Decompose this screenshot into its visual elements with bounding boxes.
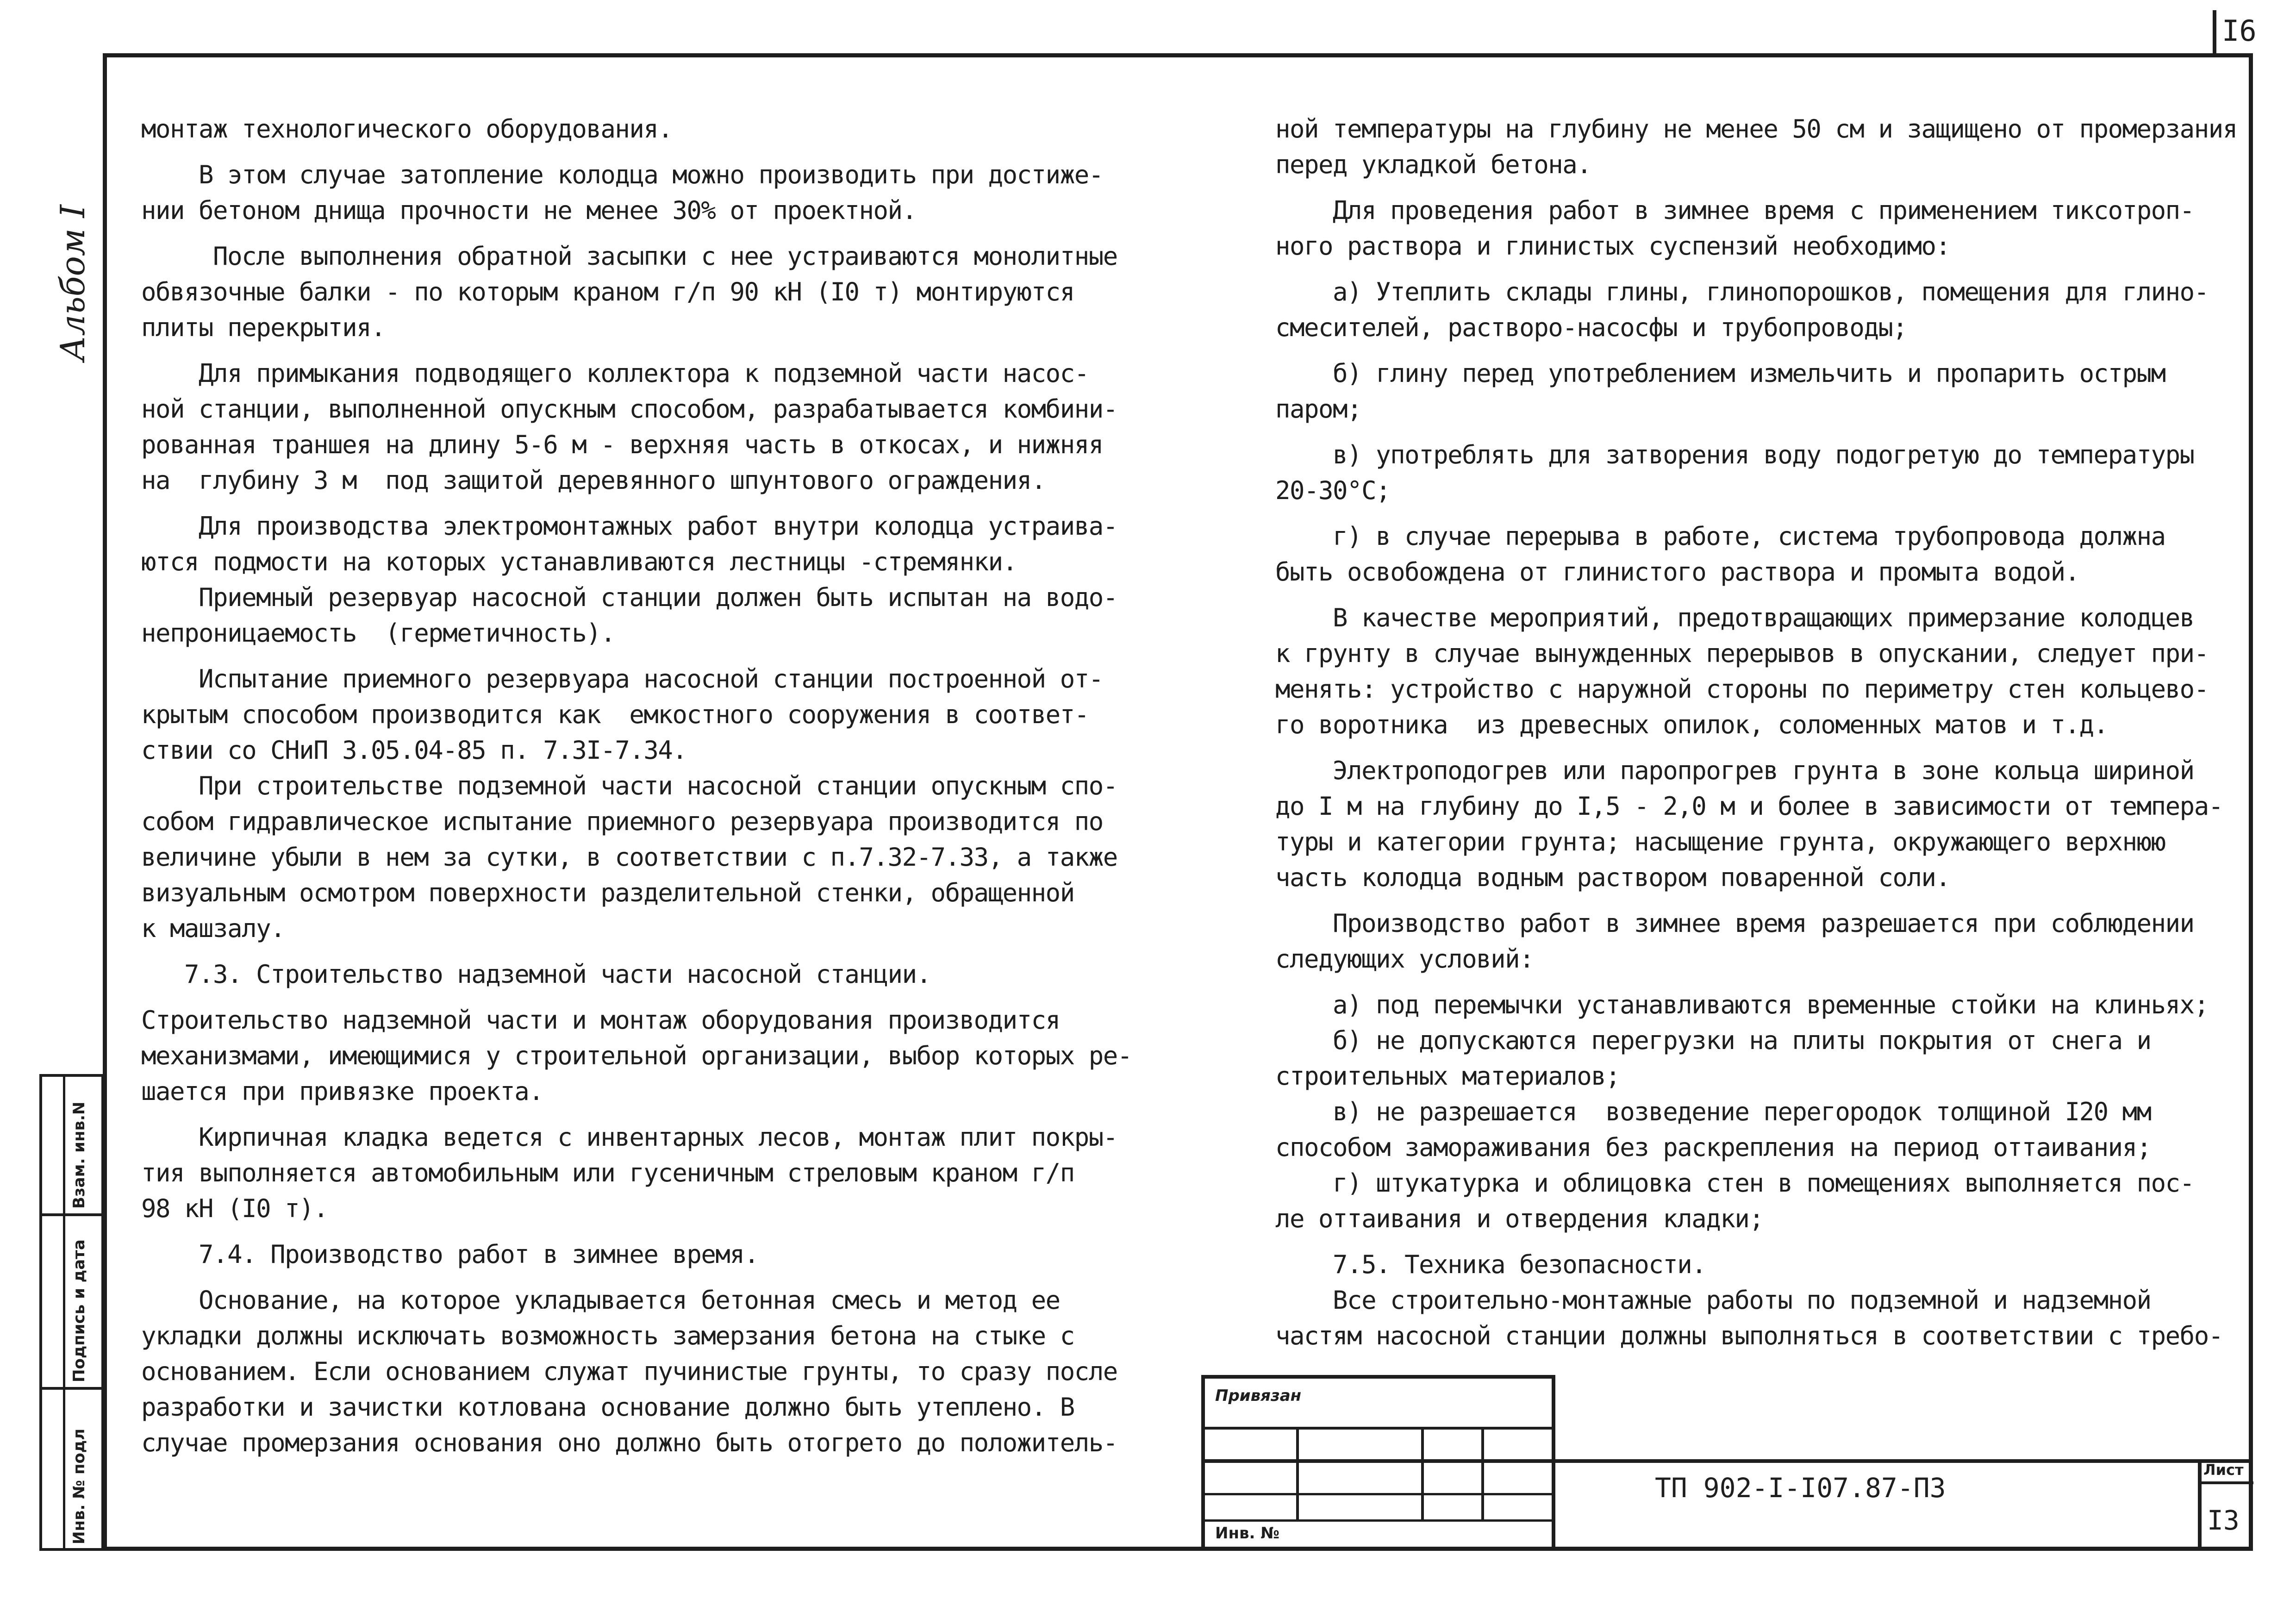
text-line: величине убыли в нем за сутки, в соответствии с п.7.32-7.33, а также bbox=[141, 843, 1117, 872]
inv-podl-label: Инв. № подл bbox=[70, 1428, 88, 1544]
stamp-line bbox=[1201, 1427, 1555, 1430]
text-line: туры и категории грунта; насыщение грунта, окружающего верхнюю bbox=[1275, 827, 2165, 856]
text-line: Для производства электромонтажных работ внутри колодца устраива- bbox=[141, 512, 1117, 541]
text-line: в) употреблять для затворения воду подогретую до температуры bbox=[1275, 440, 2194, 469]
vzam-inv-label: Взам. инв.N bbox=[70, 1101, 88, 1209]
text-line: крытым способом производится как емкостного сооружения в соответ- bbox=[141, 700, 1089, 729]
stamp-line bbox=[1201, 1493, 1555, 1495]
text-line: паром; bbox=[1275, 394, 1362, 424]
document-code: ТП 902-I-I07.87-ПЗ bbox=[1655, 1472, 1946, 1504]
stamp-line bbox=[1481, 1427, 1484, 1519]
text-line: собом гидравлическое испытание приемного резервуара производится по bbox=[141, 807, 1103, 836]
text-line: Для проведения работ в зимнее время с применением тиксотроп- bbox=[1275, 196, 2194, 225]
text-line: 20-30°С; bbox=[1275, 476, 1391, 505]
text-line: часть колодца водным раствором поваренной соли. bbox=[1275, 863, 1950, 892]
text-line: Кирпичная кладка ведется с инвентарных лесов, монтаж плит покры- bbox=[141, 1123, 1117, 1152]
text-line: При строительстве подземной части насосной станции опускным спо- bbox=[141, 771, 1117, 800]
stamp-line bbox=[1201, 1519, 1555, 1522]
text-line: г) штукатурка и облицовка стен в помещениях выполняется пос- bbox=[1275, 1168, 2194, 1198]
stamp-divider bbox=[63, 1077, 65, 1548]
text-line: до I м на глубину до I,5 - 2,0 м и более в зависимости от темпера- bbox=[1275, 792, 2223, 821]
left-text-column bbox=[141, 111, 1150, 1461]
text-line: ного раствора и глинистых суспензий необходимо: bbox=[1275, 231, 1950, 261]
text-line: а) Утеплить склады глины, глинопорошков, помещения для глино- bbox=[1275, 277, 2209, 306]
text-line: Все строительно-монтажные работы по подземной и надземной bbox=[1275, 1286, 2151, 1315]
stamp-line bbox=[1201, 1375, 1555, 1379]
text-line: обвязочные балки - по которым краном г/п 90 кН (I0 т) монтируются bbox=[141, 277, 1074, 306]
text-line: рованная траншея на длину 5-6 м - верхняя часть в откосах, и нижняя bbox=[141, 430, 1103, 459]
text-line: к машзалу. bbox=[141, 914, 285, 943]
text-line: непроницаемость (герметичность). bbox=[141, 618, 615, 648]
text-line: строительных материалов; bbox=[1275, 1062, 1620, 1091]
text-line: основанием. Если основанием служат пучинистые грунты, то сразу после bbox=[141, 1357, 1117, 1386]
text-line: механизмами, имеющимися у строительной организации, выбор которых ре- bbox=[141, 1041, 1132, 1070]
corner-page-number: I6 bbox=[2222, 14, 2257, 48]
text-line: В качестве мероприятий, предотвращающих примерзание колодцев bbox=[1275, 603, 2194, 632]
text-line: монтаж технологического оборудования. bbox=[141, 114, 673, 144]
text-line: ле оттаивания и отвердения кладки; bbox=[1275, 1204, 1764, 1233]
text-line: ной температуры на глубину не менее 50 см и защищено от промерзания bbox=[1275, 114, 2237, 144]
podpis-data-label: Подпись и дата bbox=[70, 1239, 88, 1382]
stamp-divider bbox=[42, 1213, 101, 1216]
text-line: следующих условий: bbox=[1275, 944, 1534, 974]
text-line: в) не разрешается возведение перегородок толщиной I20 мм bbox=[1275, 1097, 2151, 1126]
section-heading-7-3: 7.3. Строительство надземной части насосной станции. bbox=[141, 960, 931, 989]
stamp-divider bbox=[42, 1387, 101, 1390]
text-line: ствии со СНиП 3.05.04-85 п. 7.3I-7.34. bbox=[141, 736, 687, 765]
side-stamp bbox=[39, 1074, 104, 1551]
text-line: После выполнения обратной засыпки с нее устраиваются монолитные bbox=[141, 242, 1117, 271]
text-line: частям насосной станции должны выполняться в соответствии с требо- bbox=[1275, 1321, 2223, 1350]
stamp-line bbox=[1421, 1427, 1424, 1519]
text-line: случае промерзания основания оно должно быть отогрето до положитель- bbox=[141, 1428, 1117, 1457]
text-line: плиты перекрытия. bbox=[141, 313, 386, 342]
privyazan-label: Привязан bbox=[1215, 1387, 1302, 1405]
stamp-line bbox=[2198, 1459, 2202, 1551]
stamp-line bbox=[1296, 1427, 1299, 1519]
text-line: б) глину перед употреблением измельчить и пропарить острым bbox=[1275, 359, 2165, 388]
list-label: Лист bbox=[2203, 1461, 2244, 1479]
text-line: менять: устройство с наружной стороны по периметру стен кольцево- bbox=[1275, 675, 2209, 704]
text-line: Производство работ в зимнее время разрешается при соблюдении bbox=[1275, 909, 2194, 938]
text-line: смесителей, растворо-насосфы и трубопроводы; bbox=[1275, 313, 1907, 342]
section-heading-7-5: 7.5. Техника безопасности. bbox=[1275, 1250, 1706, 1279]
stamp-line bbox=[1201, 1459, 2252, 1463]
stamp-line bbox=[1552, 1375, 1555, 1551]
text-line: укладки должны исключать возможность замерзания бетона на стыке с bbox=[141, 1321, 1074, 1350]
text-line: нии бетоном днища прочности не менее 30% от проектной. bbox=[141, 196, 917, 225]
text-line: Электроподогрев или паропрогрев грунта в зоне кольца шириной bbox=[1275, 756, 2194, 785]
text-line: способом замораживания без раскрепления на период оттаивания; bbox=[1275, 1133, 2151, 1162]
text-line: В этом случае затопление колодца можно производить при достиже- bbox=[141, 160, 1103, 189]
text-line: Строительство надземной части и монтаж оборудования производится bbox=[141, 1006, 1060, 1035]
text-line: Для примыкания подводящего коллектора к подземной части насос- bbox=[141, 359, 1089, 388]
text-line: шается при привязке проекта. bbox=[141, 1077, 543, 1106]
stamp-line bbox=[2198, 1481, 2253, 1484]
text-line: г) в случае перерыва в работе, система трубопровода должна bbox=[1275, 522, 2165, 551]
right-text-column bbox=[1275, 111, 2252, 1354]
text-line: 98 кН (I0 т). bbox=[141, 1194, 328, 1223]
text-line: визуальным осмотром поверхности разделительной стенки, обращенной bbox=[141, 878, 1074, 907]
stamp-line bbox=[1201, 1375, 1205, 1551]
sheet-number: I3 bbox=[2207, 1505, 2240, 1536]
text-line: Испытание приемного резервуара насосной станции построенной от- bbox=[141, 664, 1103, 693]
text-line: ются подмости на которых устанавливаются лестницы -стремянки. bbox=[141, 547, 1017, 576]
text-line: разработки и зачистки котлована основание должно быть утеплено. В bbox=[141, 1393, 1074, 1422]
text-line: а) под перемычки устанавливаются временные стойки на клиньях; bbox=[1275, 990, 2209, 1019]
text-line: го воротника из древесных опилок, соломенных матов и т.д. bbox=[1275, 710, 2108, 739]
text-line: быть освобождена от глинистого раствора и промыта водой. bbox=[1275, 557, 2079, 587]
album-label: Альбом I bbox=[53, 205, 92, 361]
inv-no-label: Инв. № bbox=[1215, 1524, 1280, 1543]
text-line: тия выполняется автомобильным или гусеничным стреловым краном г/п bbox=[141, 1158, 1074, 1187]
corner-divider bbox=[2213, 10, 2216, 54]
section-heading-7-4: 7.4. Производство работ в зимнее время. bbox=[141, 1240, 759, 1269]
text-line: Приемный резервуар насосной станции должен быть испытан на водо- bbox=[141, 583, 1117, 612]
text-line: ной станции, выполненной опускным способом, разрабатывается комбини- bbox=[141, 394, 1117, 424]
text-line: на глубину 3 м под защитой деревянного шпунтового ограждения. bbox=[141, 466, 1046, 495]
text-line: перед укладкой бетона. bbox=[1275, 150, 1591, 179]
text-line: б) не допускаются перегрузки на плиты покрытия от снега и bbox=[1275, 1026, 2151, 1055]
text-line: Основание, на которое укладывается бетонная смесь и метод ее bbox=[141, 1286, 1060, 1315]
text-line: к грунту в случае вынужденных перерывов в опускании, следует при- bbox=[1275, 639, 2209, 668]
